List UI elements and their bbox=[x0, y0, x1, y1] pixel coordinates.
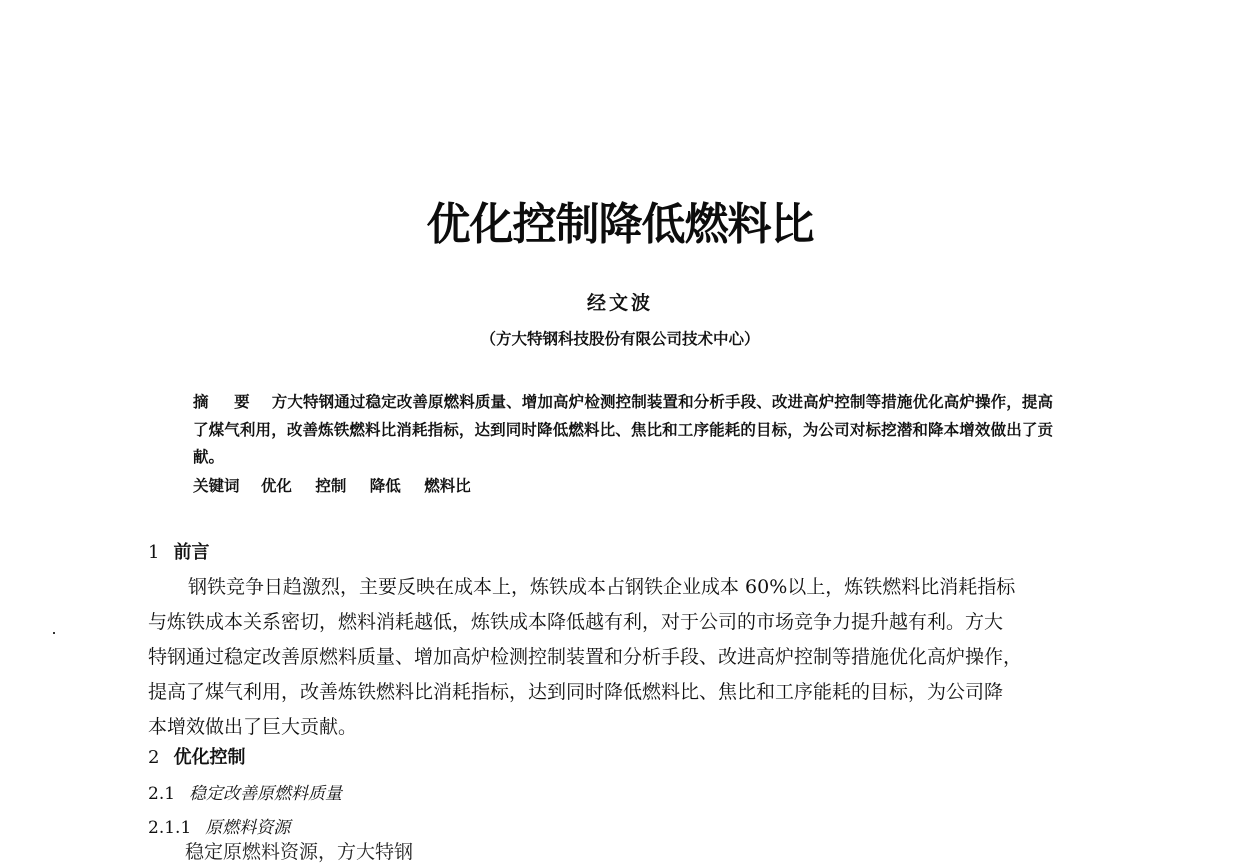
keyword: 燃料比 bbox=[424, 476, 471, 495]
subsection-heading-2-1-1 bbox=[148, 813, 290, 838]
subsection-heading-2-1 bbox=[148, 779, 342, 804]
body-line: 本增效做出了巨大贡献。 bbox=[148, 716, 358, 738]
subsection-number: 2.1 bbox=[148, 784, 176, 804]
keywords bbox=[193, 474, 489, 496]
body-line: 钢铁竞争日趋激烈，主要反映在成本上，炼铁成本占钢铁企业成本 60%以上，炼铁燃料比消耗指标 bbox=[188, 576, 1016, 598]
abstract bbox=[193, 388, 1053, 470]
paper-title: 优化控制降低燃料比 bbox=[426, 199, 814, 250]
body-line: 特钢通过稳定改善原燃料质量、增加高炉检测控制装置和分析手段、改进高炉控制等措施优化高炉操作， bbox=[148, 646, 1023, 668]
section-number: 2 bbox=[148, 747, 160, 768]
section-heading-1 bbox=[148, 538, 209, 564]
abstract-text: 方大特钢通过稳定改善原燃料质量、增加高炉检测控制装置和分析手段、改进高炉控制等措施优化高炉操作，提高了煤气利用，改善炼铁燃料比消耗指标，达到同时降低燃料比、焦比和工序能耗的目标，为公司对标挖潜和降本增效做出了贡献。 bbox=[193, 392, 1053, 466]
scan-speck bbox=[53, 632, 55, 634]
section-title: 前言 bbox=[173, 542, 210, 563]
author-affiliation: （方大特钢科技股份有限公司技术中心） bbox=[480, 329, 760, 348]
subsection-title: 稳定改善原燃料质量 bbox=[189, 784, 343, 804]
section-heading-2 bbox=[148, 743, 245, 769]
body-paragraph bbox=[148, 570, 1096, 745]
subsection-number: 2.1.1 bbox=[148, 818, 192, 838]
body-line: 与炼铁成本关系密切，燃料消耗越低，炼铁成本降低越有利，对于公司的市场竞争力提升越有利。方大 bbox=[148, 611, 1004, 633]
keyword: 降低 bbox=[369, 476, 401, 495]
body-line: 提高了煤气利用，改善炼铁燃料比消耗指标，达到同时降低燃料比、焦比和工序能耗的目标，为公司降 bbox=[148, 681, 1004, 703]
section-title: 优化控制 bbox=[173, 747, 246, 768]
subsection-title: 原燃料资源 bbox=[205, 818, 291, 838]
abstract-label: 摘 要 bbox=[193, 393, 260, 411]
keyword: 控制 bbox=[315, 476, 347, 495]
keywords-label: 关键词 bbox=[193, 477, 240, 495]
keyword: 优化 bbox=[260, 476, 292, 495]
truncated-body-line: 稳定原燃料资源，方大特钢 bbox=[185, 841, 414, 863]
section-number: 1 bbox=[148, 542, 160, 563]
author-name: 经文波 bbox=[586, 292, 653, 314]
